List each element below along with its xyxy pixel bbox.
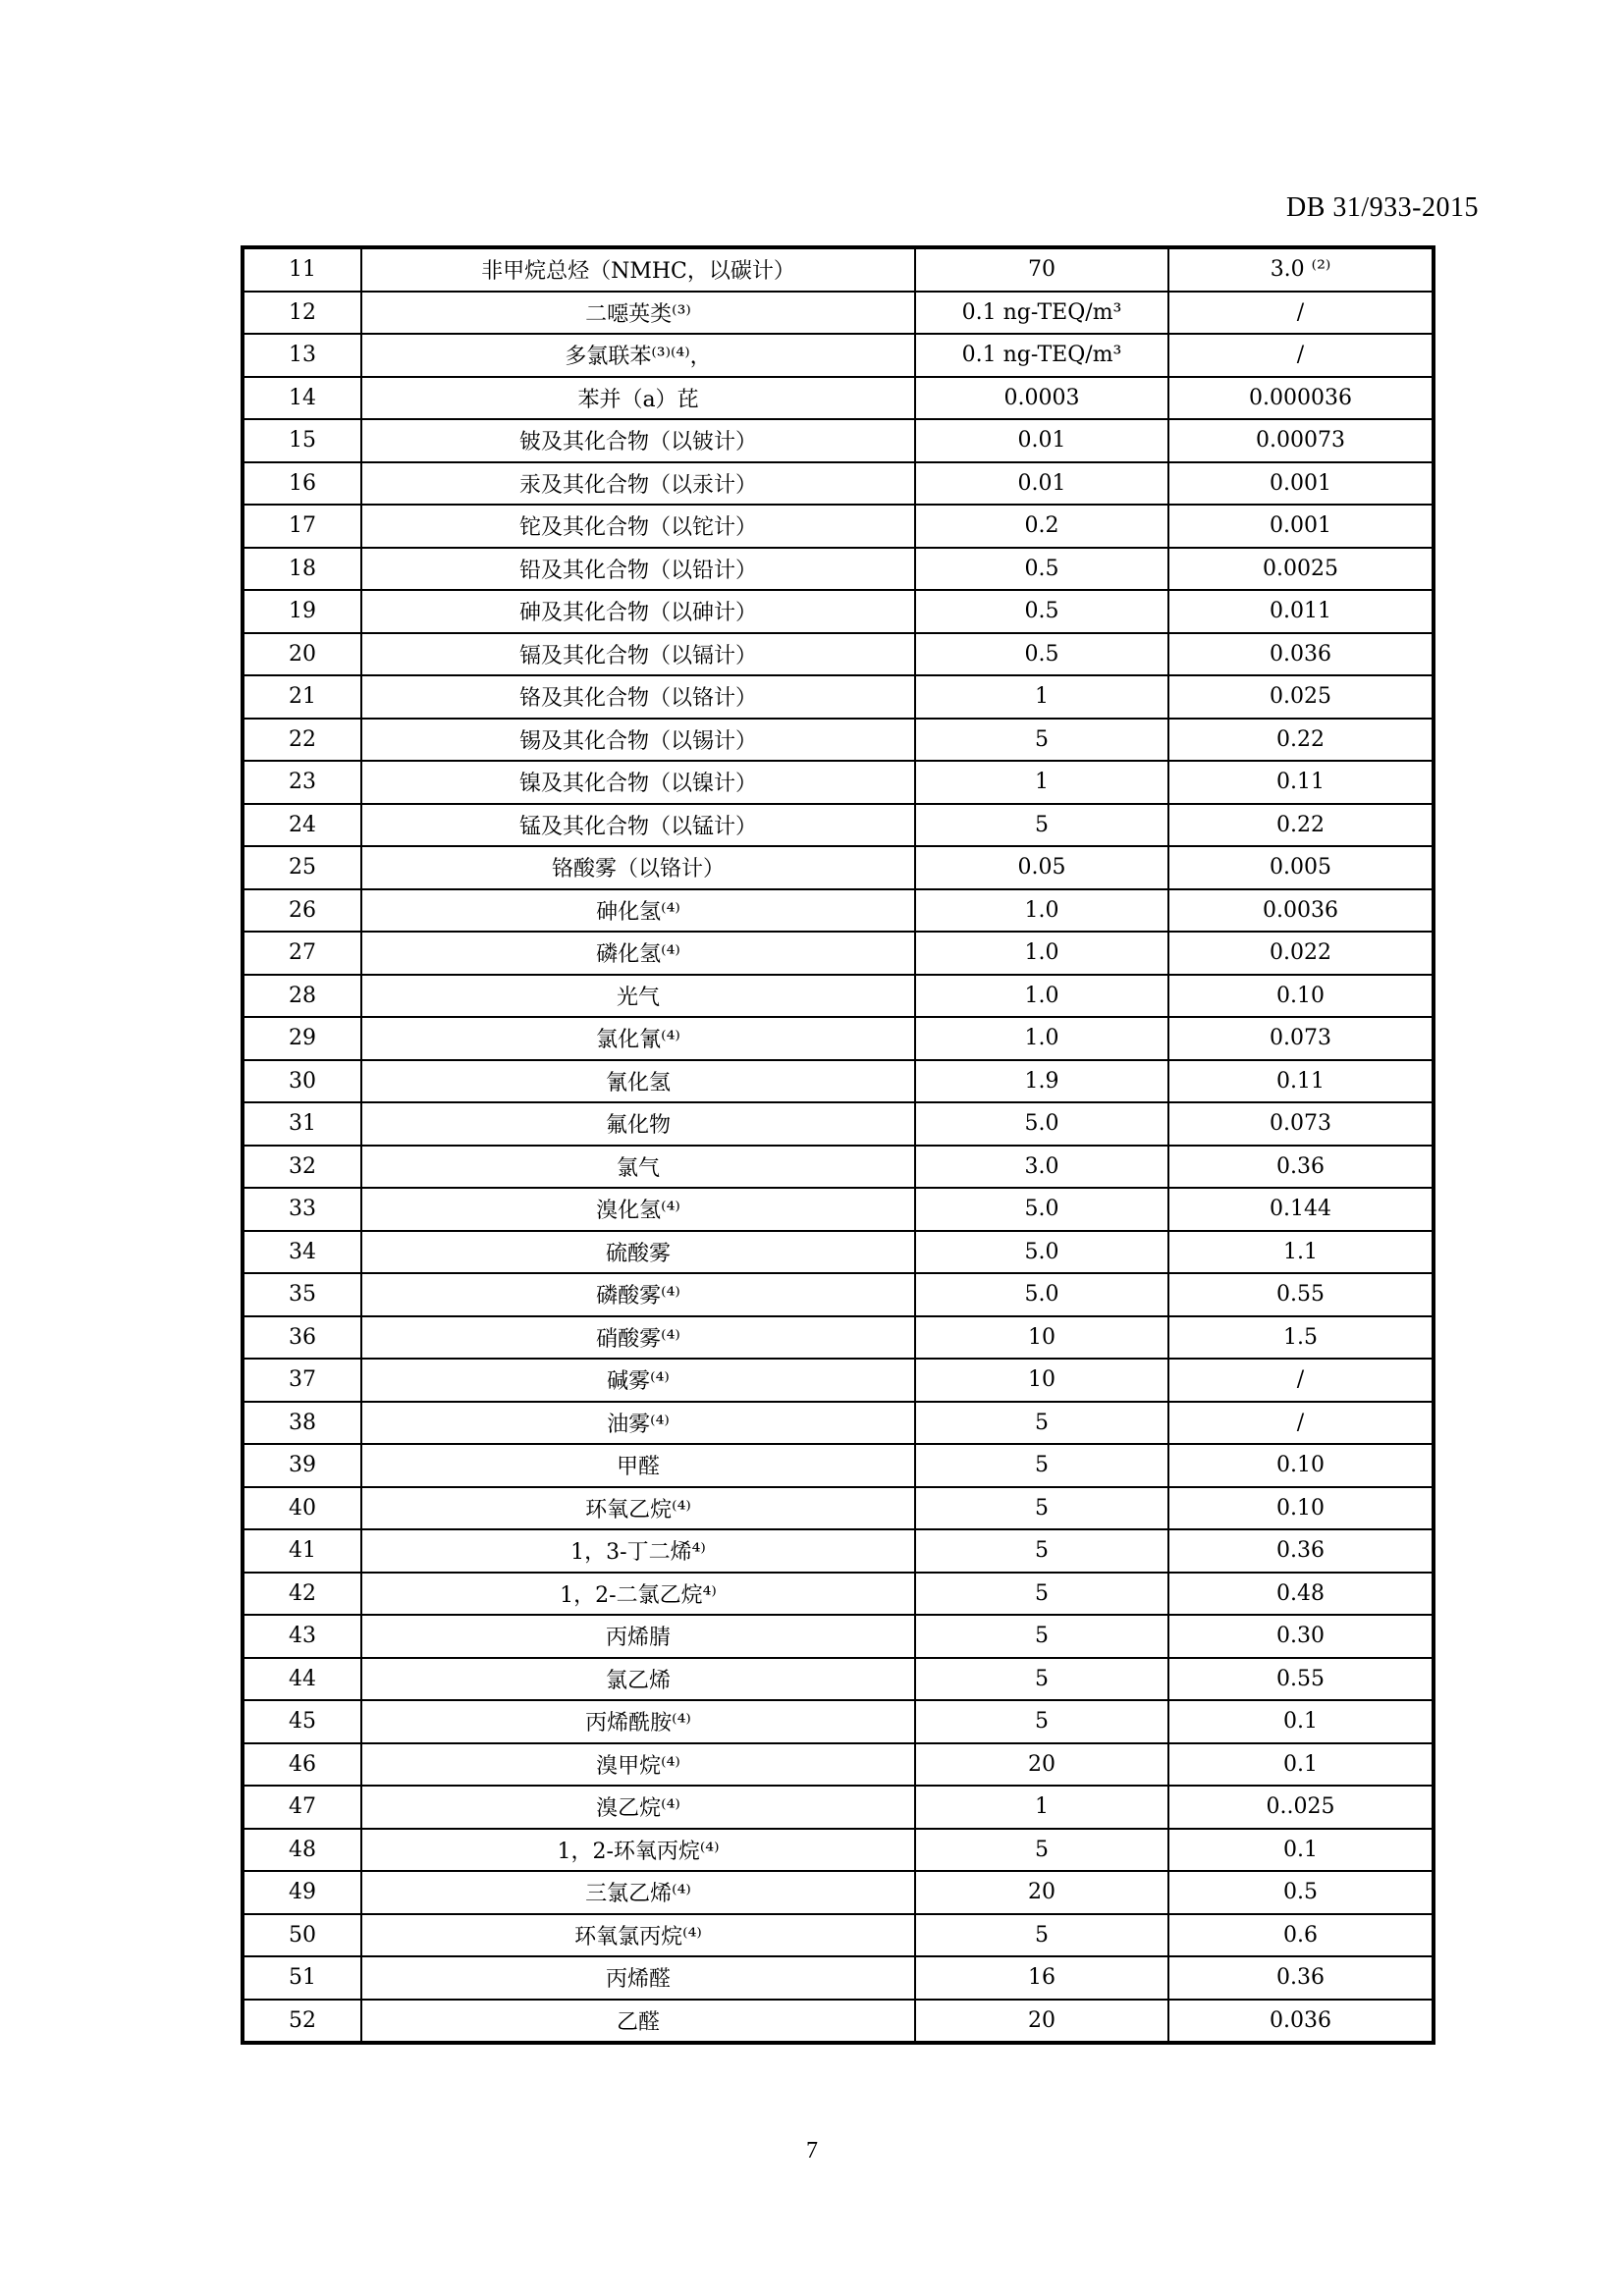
pollutant-name-cell: 硝酸雾⁽⁴⁾ [361, 1316, 915, 1360]
row-number-cell: 20 [243, 633, 361, 676]
row-number-cell: 17 [243, 505, 361, 548]
secondary-limit-cell: 1.5 [1168, 1316, 1434, 1360]
secondary-limit-cell: 0.36 [1168, 1529, 1434, 1573]
secondary-limit-cell: 0.48 [1168, 1573, 1434, 1616]
pollutant-name-cell: 环氧乙烷⁽⁴⁾ [361, 1487, 915, 1530]
secondary-limit-cell: 0.55 [1168, 1273, 1434, 1316]
secondary-limit-cell: 0.11 [1168, 1060, 1434, 1103]
row-number-cell: 43 [243, 1615, 361, 1658]
emission-limit-cell: 1.0 [915, 975, 1168, 1018]
pollutant-name-cell: 光气 [361, 975, 915, 1018]
secondary-limit-cell: 0.036 [1168, 2000, 1434, 2044]
row-number-cell: 48 [243, 1829, 361, 1872]
row-number-cell: 37 [243, 1359, 361, 1402]
emission-limit-cell: 0.1 ng-TEQ/m³ [915, 334, 1168, 377]
table-row [243, 1316, 1434, 1360]
pollutant-name-cell: 1，2-二氯乙烷⁴⁾ [361, 1573, 915, 1616]
row-number-cell: 38 [243, 1402, 361, 1445]
row-number-cell: 25 [243, 846, 361, 889]
row-number-cell: 15 [243, 419, 361, 462]
secondary-limit-cell: 0.1 [1168, 1829, 1434, 1872]
table-row [243, 975, 1434, 1018]
pollutant-name-cell: 铍及其化合物（以铍计） [361, 419, 915, 462]
secondary-limit-cell: 0.001 [1168, 462, 1434, 506]
row-number-cell: 40 [243, 1487, 361, 1530]
pollutant-name-cell: 溴甲烷⁽⁴⁾ [361, 1743, 915, 1787]
row-number-cell: 44 [243, 1658, 361, 1701]
emission-limit-cell: 5 [915, 1529, 1168, 1573]
row-number-cell: 22 [243, 719, 361, 762]
row-number-cell: 39 [243, 1444, 361, 1487]
pollutant-name-cell: 氯化氰⁽⁴⁾ [361, 1017, 915, 1060]
pollutant-name-cell: 镉及其化合物（以镉计） [361, 633, 915, 676]
secondary-limit-cell: / [1168, 292, 1434, 335]
emission-limit-cell: 1 [915, 1786, 1168, 1829]
secondary-limit-cell: 0.036 [1168, 633, 1434, 676]
secondary-limit-cell: 0.073 [1168, 1017, 1434, 1060]
emission-limit-cell: 5 [915, 1700, 1168, 1743]
pollutant-name-cell: 磷化氢⁽⁴⁾ [361, 932, 915, 975]
secondary-limit-cell: 0.073 [1168, 1102, 1434, 1146]
table-row [243, 1487, 1434, 1530]
emission-limit-cell: 5.0 [915, 1273, 1168, 1316]
emission-limit-cell: 0.01 [915, 419, 1168, 462]
emission-limit-cell: 20 [915, 1743, 1168, 1787]
emission-limit-cell: 0.5 [915, 548, 1168, 591]
row-number-cell: 41 [243, 1529, 361, 1573]
secondary-limit-cell: 0.55 [1168, 1658, 1434, 1701]
emission-limit-cell: 0.5 [915, 590, 1168, 633]
table-row [243, 1188, 1434, 1231]
table-row [243, 1786, 1434, 1829]
emission-limit-cell: 5 [915, 1444, 1168, 1487]
pollutant-name-cell: 铬酸雾（以铬计） [361, 846, 915, 889]
emission-limit-cell: 5 [915, 1402, 1168, 1445]
row-number-cell: 16 [243, 462, 361, 506]
row-number-cell: 23 [243, 761, 361, 804]
secondary-limit-cell: / [1168, 1402, 1434, 1445]
emission-limit-cell: 5.0 [915, 1231, 1168, 1274]
page-number: 7 [806, 2138, 818, 2163]
secondary-limit-cell: 0.00073 [1168, 419, 1434, 462]
table-row [243, 761, 1434, 804]
emission-limit-cell: 5.0 [915, 1102, 1168, 1146]
table-row [243, 1914, 1434, 1957]
table-row [243, 334, 1434, 377]
secondary-limit-cell: 0.011 [1168, 590, 1434, 633]
pollutant-name-cell: 碱雾⁽⁴⁾ [361, 1359, 915, 1402]
secondary-limit-cell: 0.11 [1168, 761, 1434, 804]
secondary-limit-cell: 0.10 [1168, 1487, 1434, 1530]
pollutant-name-cell: 氯乙烯 [361, 1658, 915, 1701]
row-number-cell: 24 [243, 804, 361, 847]
pollutant-name-cell: 铬及其化合物（以铬计） [361, 675, 915, 719]
secondary-limit-cell: 0.5 [1168, 1871, 1434, 1914]
emission-limit-cell: 5.0 [915, 1188, 1168, 1231]
table-row [243, 377, 1434, 420]
emission-limit-cell: 0.0003 [915, 377, 1168, 420]
table-row [243, 292, 1434, 335]
pollutant-name-cell: 锰及其化合物（以锰计） [361, 804, 915, 847]
pollutant-name-cell: 非甲烷总烃（NMHC，以碳计） [361, 247, 915, 292]
row-number-cell: 18 [243, 548, 361, 591]
pollutant-name-cell: 丙烯醛 [361, 1956, 915, 2000]
pollutant-name-cell: 砷及其化合物（以砷计） [361, 590, 915, 633]
row-number-cell: 51 [243, 1956, 361, 2000]
secondary-limit-cell: 0.6 [1168, 1914, 1434, 1957]
secondary-limit-cell: / [1168, 1359, 1434, 1402]
row-number-cell: 27 [243, 932, 361, 975]
table-row [243, 675, 1434, 719]
secondary-limit-cell: 0.144 [1168, 1188, 1434, 1231]
secondary-limit-cell: 0.001 [1168, 505, 1434, 548]
table-row [243, 1017, 1434, 1060]
secondary-limit-cell: 0.36 [1168, 1146, 1434, 1189]
emission-limit-cell: 1.0 [915, 889, 1168, 933]
emission-limit-cell: 5 [915, 1487, 1168, 1530]
row-number-cell: 50 [243, 1914, 361, 1957]
table-row [243, 846, 1434, 889]
row-number-cell: 30 [243, 1060, 361, 1103]
row-number-cell: 49 [243, 1871, 361, 1914]
emission-limit-cell: 1.0 [915, 1017, 1168, 1060]
table-row [243, 889, 1434, 933]
emission-limit-cell: 5 [915, 804, 1168, 847]
secondary-limit-cell: 0.10 [1168, 975, 1434, 1018]
pollutant-name-cell: 丙烯腈 [361, 1615, 915, 1658]
emission-limit-cell: 20 [915, 1871, 1168, 1914]
table-row [243, 1231, 1434, 1274]
pollutant-name-cell: 氯气 [361, 1146, 915, 1189]
pollutant-name-cell: 溴乙烷⁽⁴⁾ [361, 1786, 915, 1829]
secondary-limit-cell: 0.005 [1168, 846, 1434, 889]
pollutant-name-cell: 1，2-环氧丙烷⁽⁴⁾ [361, 1829, 915, 1872]
row-number-cell: 45 [243, 1700, 361, 1743]
pollutant-name-cell: 乙醛 [361, 2000, 915, 2044]
table-row [243, 419, 1434, 462]
emission-limit-cell: 5 [915, 1914, 1168, 1957]
emission-limit-cell: 5 [915, 1573, 1168, 1616]
pollutant-name-cell: 磷酸雾⁽⁴⁾ [361, 1273, 915, 1316]
emission-limit-cell: 0.2 [915, 505, 1168, 548]
row-number-cell: 21 [243, 675, 361, 719]
table-row [243, 1529, 1434, 1573]
table-row [243, 1060, 1434, 1103]
table-row [243, 2000, 1434, 2044]
pollutant-name-cell: 甲醛 [361, 1444, 915, 1487]
row-number-cell: 42 [243, 1573, 361, 1616]
row-number-cell: 13 [243, 334, 361, 377]
table-row [243, 1956, 1434, 2000]
pollutant-name-cell: 环氧氯丙烷⁽⁴⁾ [361, 1914, 915, 1957]
table-row [243, 1615, 1434, 1658]
emission-limit-cell: 1 [915, 761, 1168, 804]
secondary-limit-cell: / [1168, 334, 1434, 377]
table-row [243, 1700, 1434, 1743]
table-row [243, 932, 1434, 975]
pollutant-name-cell: 锡及其化合物（以锡计） [361, 719, 915, 762]
table-row [243, 462, 1434, 506]
emission-limit-cell: 0.01 [915, 462, 1168, 506]
table-row [243, 505, 1434, 548]
emission-limit-cell: 1.0 [915, 932, 1168, 975]
row-number-cell: 46 [243, 1743, 361, 1787]
table-row [243, 1829, 1434, 1872]
pollutant-name-cell: 丙烯酰胺⁽⁴⁾ [361, 1700, 915, 1743]
table-row [243, 1102, 1434, 1146]
table-row [243, 590, 1434, 633]
emission-limit-cell: 0.05 [915, 846, 1168, 889]
pollutant-name-cell: 苯并（a）芘 [361, 377, 915, 420]
secondary-limit-cell: 0.022 [1168, 932, 1434, 975]
pollutant-name-cell: 氰化氢 [361, 1060, 915, 1103]
emission-limit-cell: 10 [915, 1316, 1168, 1360]
row-number-cell: 47 [243, 1786, 361, 1829]
secondary-limit-cell: 0.0025 [1168, 548, 1434, 591]
pollutant-name-cell: 二噁英类⁽³⁾ [361, 292, 915, 335]
secondary-limit-cell: 0.025 [1168, 675, 1434, 719]
row-number-cell: 29 [243, 1017, 361, 1060]
table-row [243, 1402, 1434, 1445]
table-row [243, 548, 1434, 591]
row-number-cell: 34 [243, 1231, 361, 1274]
pollutant-name-cell: 硫酸雾 [361, 1231, 915, 1274]
row-number-cell: 19 [243, 590, 361, 633]
emission-limits-table [241, 245, 1435, 2045]
table-body [243, 247, 1434, 2043]
secondary-limit-cell: 0.1 [1168, 1743, 1434, 1787]
row-number-cell: 26 [243, 889, 361, 933]
table-row [243, 1871, 1434, 1914]
row-number-cell: 32 [243, 1146, 361, 1189]
row-number-cell: 14 [243, 377, 361, 420]
emission-limit-cell: 1 [915, 675, 1168, 719]
emission-limit-cell: 1.9 [915, 1060, 1168, 1103]
emission-limit-cell: 5 [915, 1615, 1168, 1658]
table-row [243, 1359, 1434, 1402]
pollutant-name-cell: 1，3-丁二烯⁴⁾ [361, 1529, 915, 1573]
table-row [243, 1146, 1434, 1189]
table-row [243, 1444, 1434, 1487]
row-number-cell: 35 [243, 1273, 361, 1316]
table-row [243, 1658, 1434, 1701]
row-number-cell: 28 [243, 975, 361, 1018]
pollutant-name-cell: 油雾⁽⁴⁾ [361, 1402, 915, 1445]
row-number-cell: 36 [243, 1316, 361, 1360]
table-row [243, 1743, 1434, 1787]
pollutant-name-cell: 三氯乙烯⁽⁴⁾ [361, 1871, 915, 1914]
table-row [243, 247, 1434, 292]
secondary-limit-cell: 0.22 [1168, 804, 1434, 847]
secondary-limit-cell: 0.1 [1168, 1700, 1434, 1743]
table-row [243, 804, 1434, 847]
pollutant-name-cell: 溴化氢⁽⁴⁾ [361, 1188, 915, 1231]
emission-limit-cell: 0.1 ng-TEQ/m³ [915, 292, 1168, 335]
row-number-cell: 12 [243, 292, 361, 335]
secondary-limit-cell: 3.0 ⁽²⁾ [1168, 247, 1434, 292]
emission-limit-cell: 10 [915, 1359, 1168, 1402]
document-code: DB 31/933-2015 [1286, 192, 1479, 223]
pollutant-name-cell: 汞及其化合物（以汞计） [361, 462, 915, 506]
table-row [243, 1273, 1434, 1316]
table-row [243, 1573, 1434, 1616]
pollutant-name-cell: 镍及其化合物（以镍计） [361, 761, 915, 804]
emission-limit-cell: 5 [915, 1829, 1168, 1872]
secondary-limit-cell: 0.10 [1168, 1444, 1434, 1487]
emission-limit-cell: 3.0 [915, 1146, 1168, 1189]
table-row [243, 719, 1434, 762]
emission-limit-cell: 16 [915, 1956, 1168, 2000]
emission-limit-cell: 5 [915, 719, 1168, 762]
secondary-limit-cell: 0.000036 [1168, 377, 1434, 420]
emission-limit-cell: 20 [915, 2000, 1168, 2044]
secondary-limit-cell: 0.0036 [1168, 889, 1434, 933]
table-row [243, 633, 1434, 676]
emission-limit-cell: 5 [915, 1658, 1168, 1701]
secondary-limit-cell: 0.22 [1168, 719, 1434, 762]
secondary-limit-cell: 1.1 [1168, 1231, 1434, 1274]
pollutant-name-cell: 氟化物 [361, 1102, 915, 1146]
secondary-limit-cell: 0..025 [1168, 1786, 1434, 1829]
row-number-cell: 33 [243, 1188, 361, 1231]
secondary-limit-cell: 0.30 [1168, 1615, 1434, 1658]
row-number-cell: 11 [243, 247, 361, 292]
emission-limit-cell: 0.5 [915, 633, 1168, 676]
pollutant-name-cell: 砷化氢⁽⁴⁾ [361, 889, 915, 933]
pollutant-name-cell: 铅及其化合物（以铅计） [361, 548, 915, 591]
secondary-limit-cell: 0.36 [1168, 1956, 1434, 2000]
pollutant-name-cell: 铊及其化合物（以铊计） [361, 505, 915, 548]
pollutant-name-cell: 多氯联苯⁽³⁾⁽⁴⁾， [361, 334, 915, 377]
emission-limit-cell: 70 [915, 247, 1168, 292]
row-number-cell: 52 [243, 2000, 361, 2044]
row-number-cell: 31 [243, 1102, 361, 1146]
